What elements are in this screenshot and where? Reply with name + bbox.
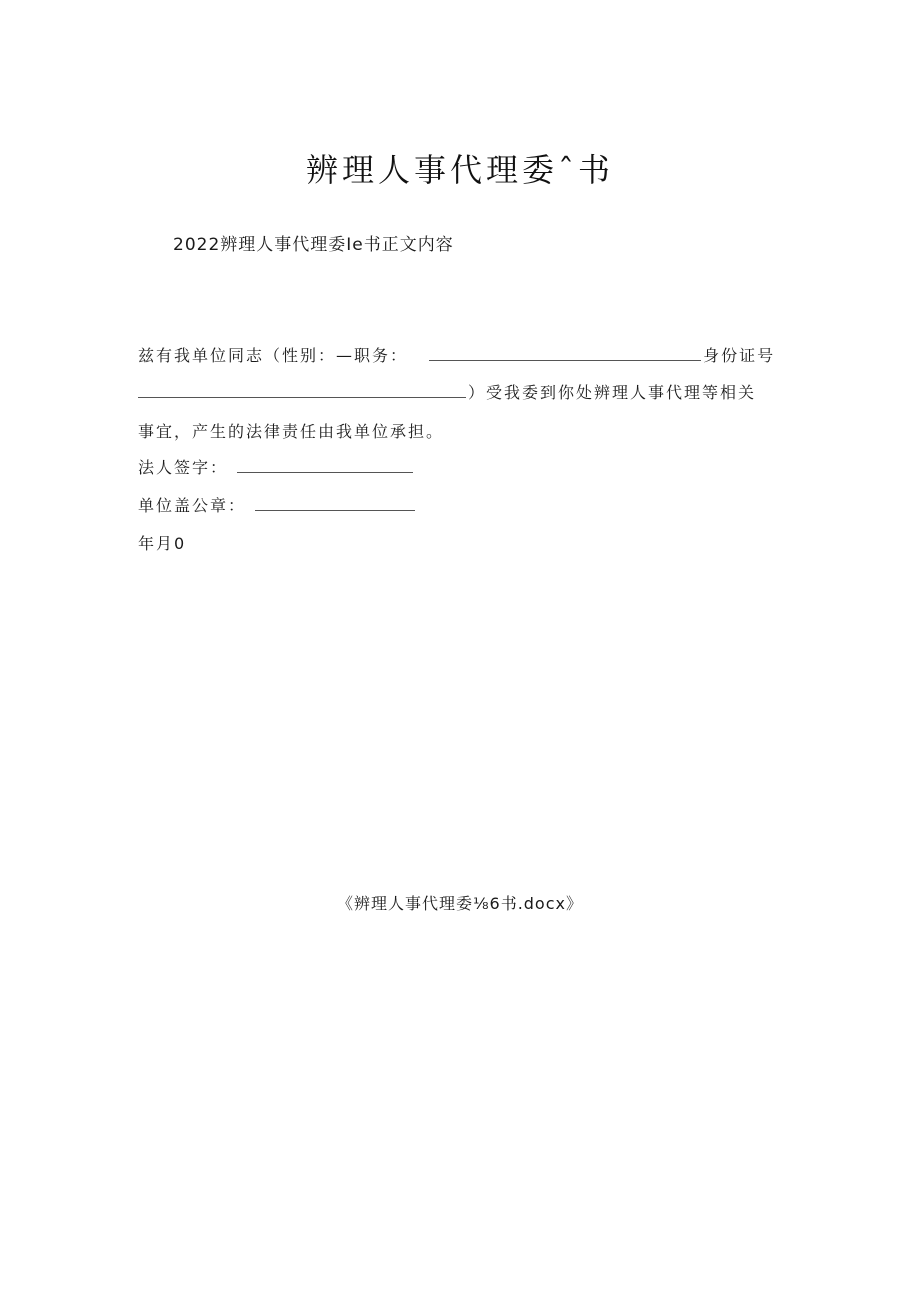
- line1-prefix: 兹有我单位同志（性别：—职务：: [138, 346, 409, 365]
- signature-label: 法人签字：: [138, 458, 229, 477]
- position-blank: [429, 345, 701, 361]
- line2-suffix: ）受我委到你处辨理人事代理等相关: [468, 383, 757, 402]
- id-number-blank: [138, 382, 466, 398]
- line1-suffix: 身份证号: [703, 346, 776, 365]
- body-line-2: [138, 381, 756, 405]
- date-line: 年月0: [138, 534, 187, 553]
- document-filename-footer: 《辨理人事代理委⅛6书.docx》: [337, 894, 583, 913]
- document-title: 辨理人事代理委ˆ书: [305, 151, 614, 189]
- seal-blank: [255, 495, 415, 511]
- seal-line: [138, 494, 417, 518]
- seal-label: 单位盖公章：: [138, 496, 247, 515]
- signature-line: [138, 456, 415, 480]
- body-line-1: [138, 344, 775, 368]
- document-subtitle: 2022辨理人事代理委Ie书正文内容: [173, 235, 454, 255]
- body-line-3: 事宜，产生的法律责任由我单位承担。: [138, 422, 445, 441]
- signature-blank: [237, 457, 413, 473]
